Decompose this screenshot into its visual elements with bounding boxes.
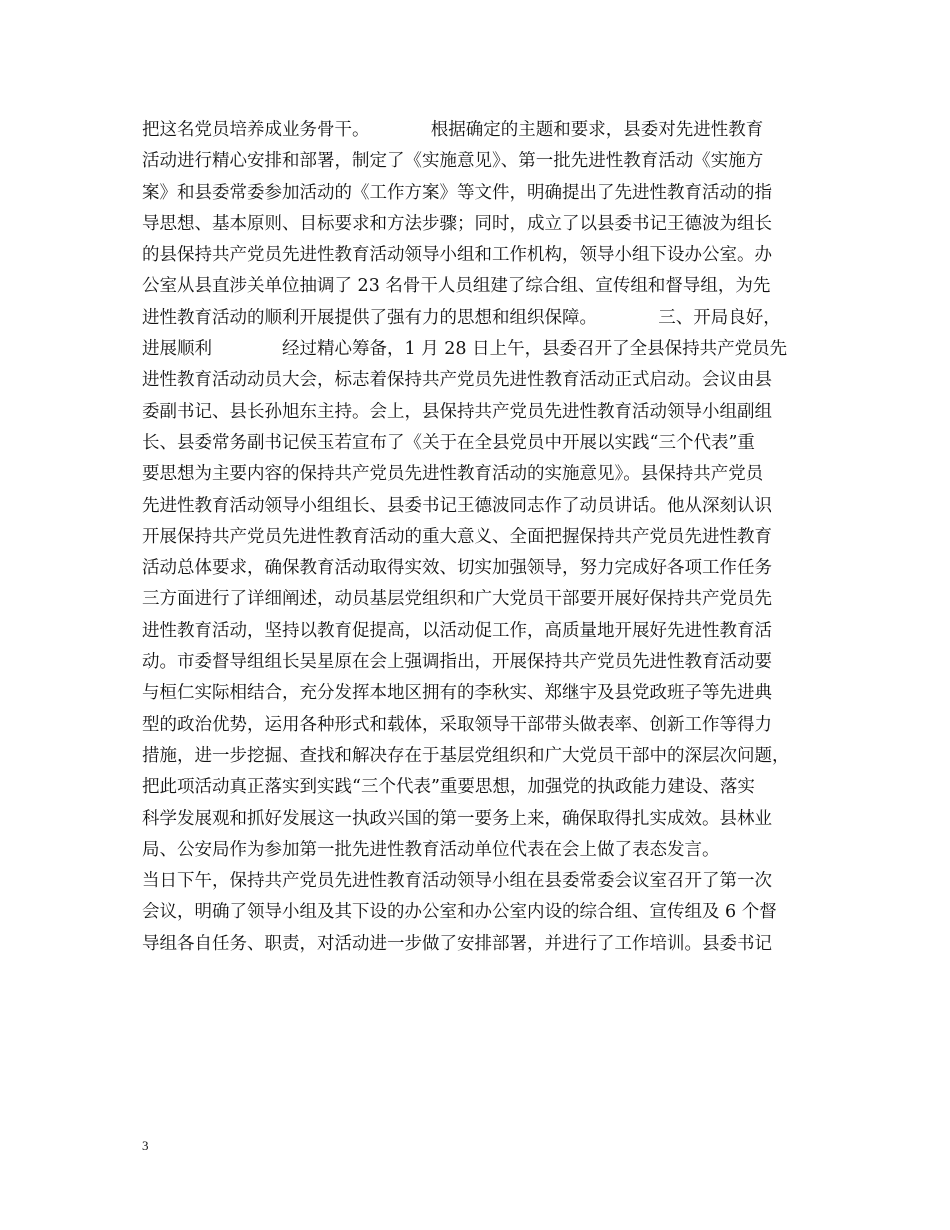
page-number: 3 (142, 1138, 149, 1153)
text-line: 导思想、基本原则、目标要求和方法步骤；同时，成立了以县委书记王德波为组长 (142, 213, 772, 234)
text-line: 导组各自任务、职责，对活动进一步做了安排部署，并进行了工作培训。县委书记 (142, 933, 772, 954)
text-line: 当日下午，保持共产党员先进性教育活动领导小组在县委常委会议室召开了第一次 (142, 871, 772, 892)
body-text (142, 115, 832, 960)
text-line: 先进性教育活动领导小组组长、县委书记王德波同志作了动员讲话。他从深刻认识 (142, 495, 772, 516)
text-line: 与桓仁实际相结合，充分发挥本地区拥有的李秋实、郑继宇及县党政班子等先进典 (142, 683, 772, 704)
text-line: 会议，明确了领导小组及其下设的办公室和办公室内设的综合组、宣传组及 6 个督 (142, 902, 777, 923)
text-line: 要思想为主要内容的保持共产党员先进性教育活动的实施意见》。县保持共产党员 (142, 464, 764, 485)
text-line: 的县保持共产党员先进性教育活动领导小组和工作机构，领导小组下设办公室。办 (142, 245, 772, 266)
text-line: 长、县委常务副书记侯玉若宣布了《关于在全县党员中开展以实践“三个代表”重 (142, 432, 755, 453)
text-line: 三方面进行了详细阐述，动员基层党组织和广大党员干部要开展好保持共产党员先 (142, 589, 772, 610)
text-line: 开展保持共产党员先进性教育活动的重大意义、全面把握保持共产党员先进性教育 (142, 526, 772, 547)
text-line: 措施，进一步挖掘、查找和解决存在于基层党组织和广大党员干部中的深层次问题， (142, 745, 790, 766)
text-line: 活动总体要求，确保教育活动取得实效、切实加强领导，努力完成好各项工作任务 (142, 558, 772, 579)
text-line: 公室从县直涉关单位抽调了 23 名骨干人员组建了综合组、宣传组和督导组，为先 (142, 276, 771, 297)
text-line: 把此项活动真正落实到实践“三个代表”重要思想，加强党的执政能力建设、落实 (142, 777, 755, 798)
text-line: 动。市委督导组组长吴星原在会上强调指出，开展保持共产党员先进性教育活动要 (142, 652, 772, 673)
text-line: 把这名党员培养成业务骨干。 根据确定的主题和要求，县委对先进性教育 (142, 120, 764, 140)
text-line: 型的政治优势，运用各种形式和载体，采取领导干部带头做表率、创新工作等得力 (142, 714, 772, 735)
text-line: 科学发展观和抓好发展这一执政兴国的第一要务上来，确保取得扎实成效。县林业 (142, 808, 772, 829)
text-line: 案》和县委常委参加活动的《工作方案》等文件，明确提出了先进性教育活动的指 (142, 182, 772, 203)
text-line: 进性教育活动的顺利开展提供了强有力的思想和组织保障。 三、开局良好， (142, 307, 781, 328)
text-line: 进性教育活动，坚持以教育促提高，以活动促工作，高质量地开展好先进性教育活 (142, 620, 772, 641)
text-line: 委副书记、县长孙旭东主持。会上，县保持共产党员先进性教育活动领导小组副组 (142, 401, 772, 422)
text-line: 进性教育活动动员大会，标志着保持共产党员先进性教育活动正式启动。会议由县 (142, 370, 772, 391)
text-line: 进展顺利 经过精心筹备，1 月 28 日上午，县委召开了全县保持共产党员先 (142, 339, 788, 360)
text-line: 活动进行精心安排和部署，制定了《实施意见》、第一批先进性教育活动《实施方 (142, 151, 764, 172)
text-line: 局、公安局作为参加第一批先进性教育活动单位代表在会上做了表态发言。 (142, 839, 720, 860)
